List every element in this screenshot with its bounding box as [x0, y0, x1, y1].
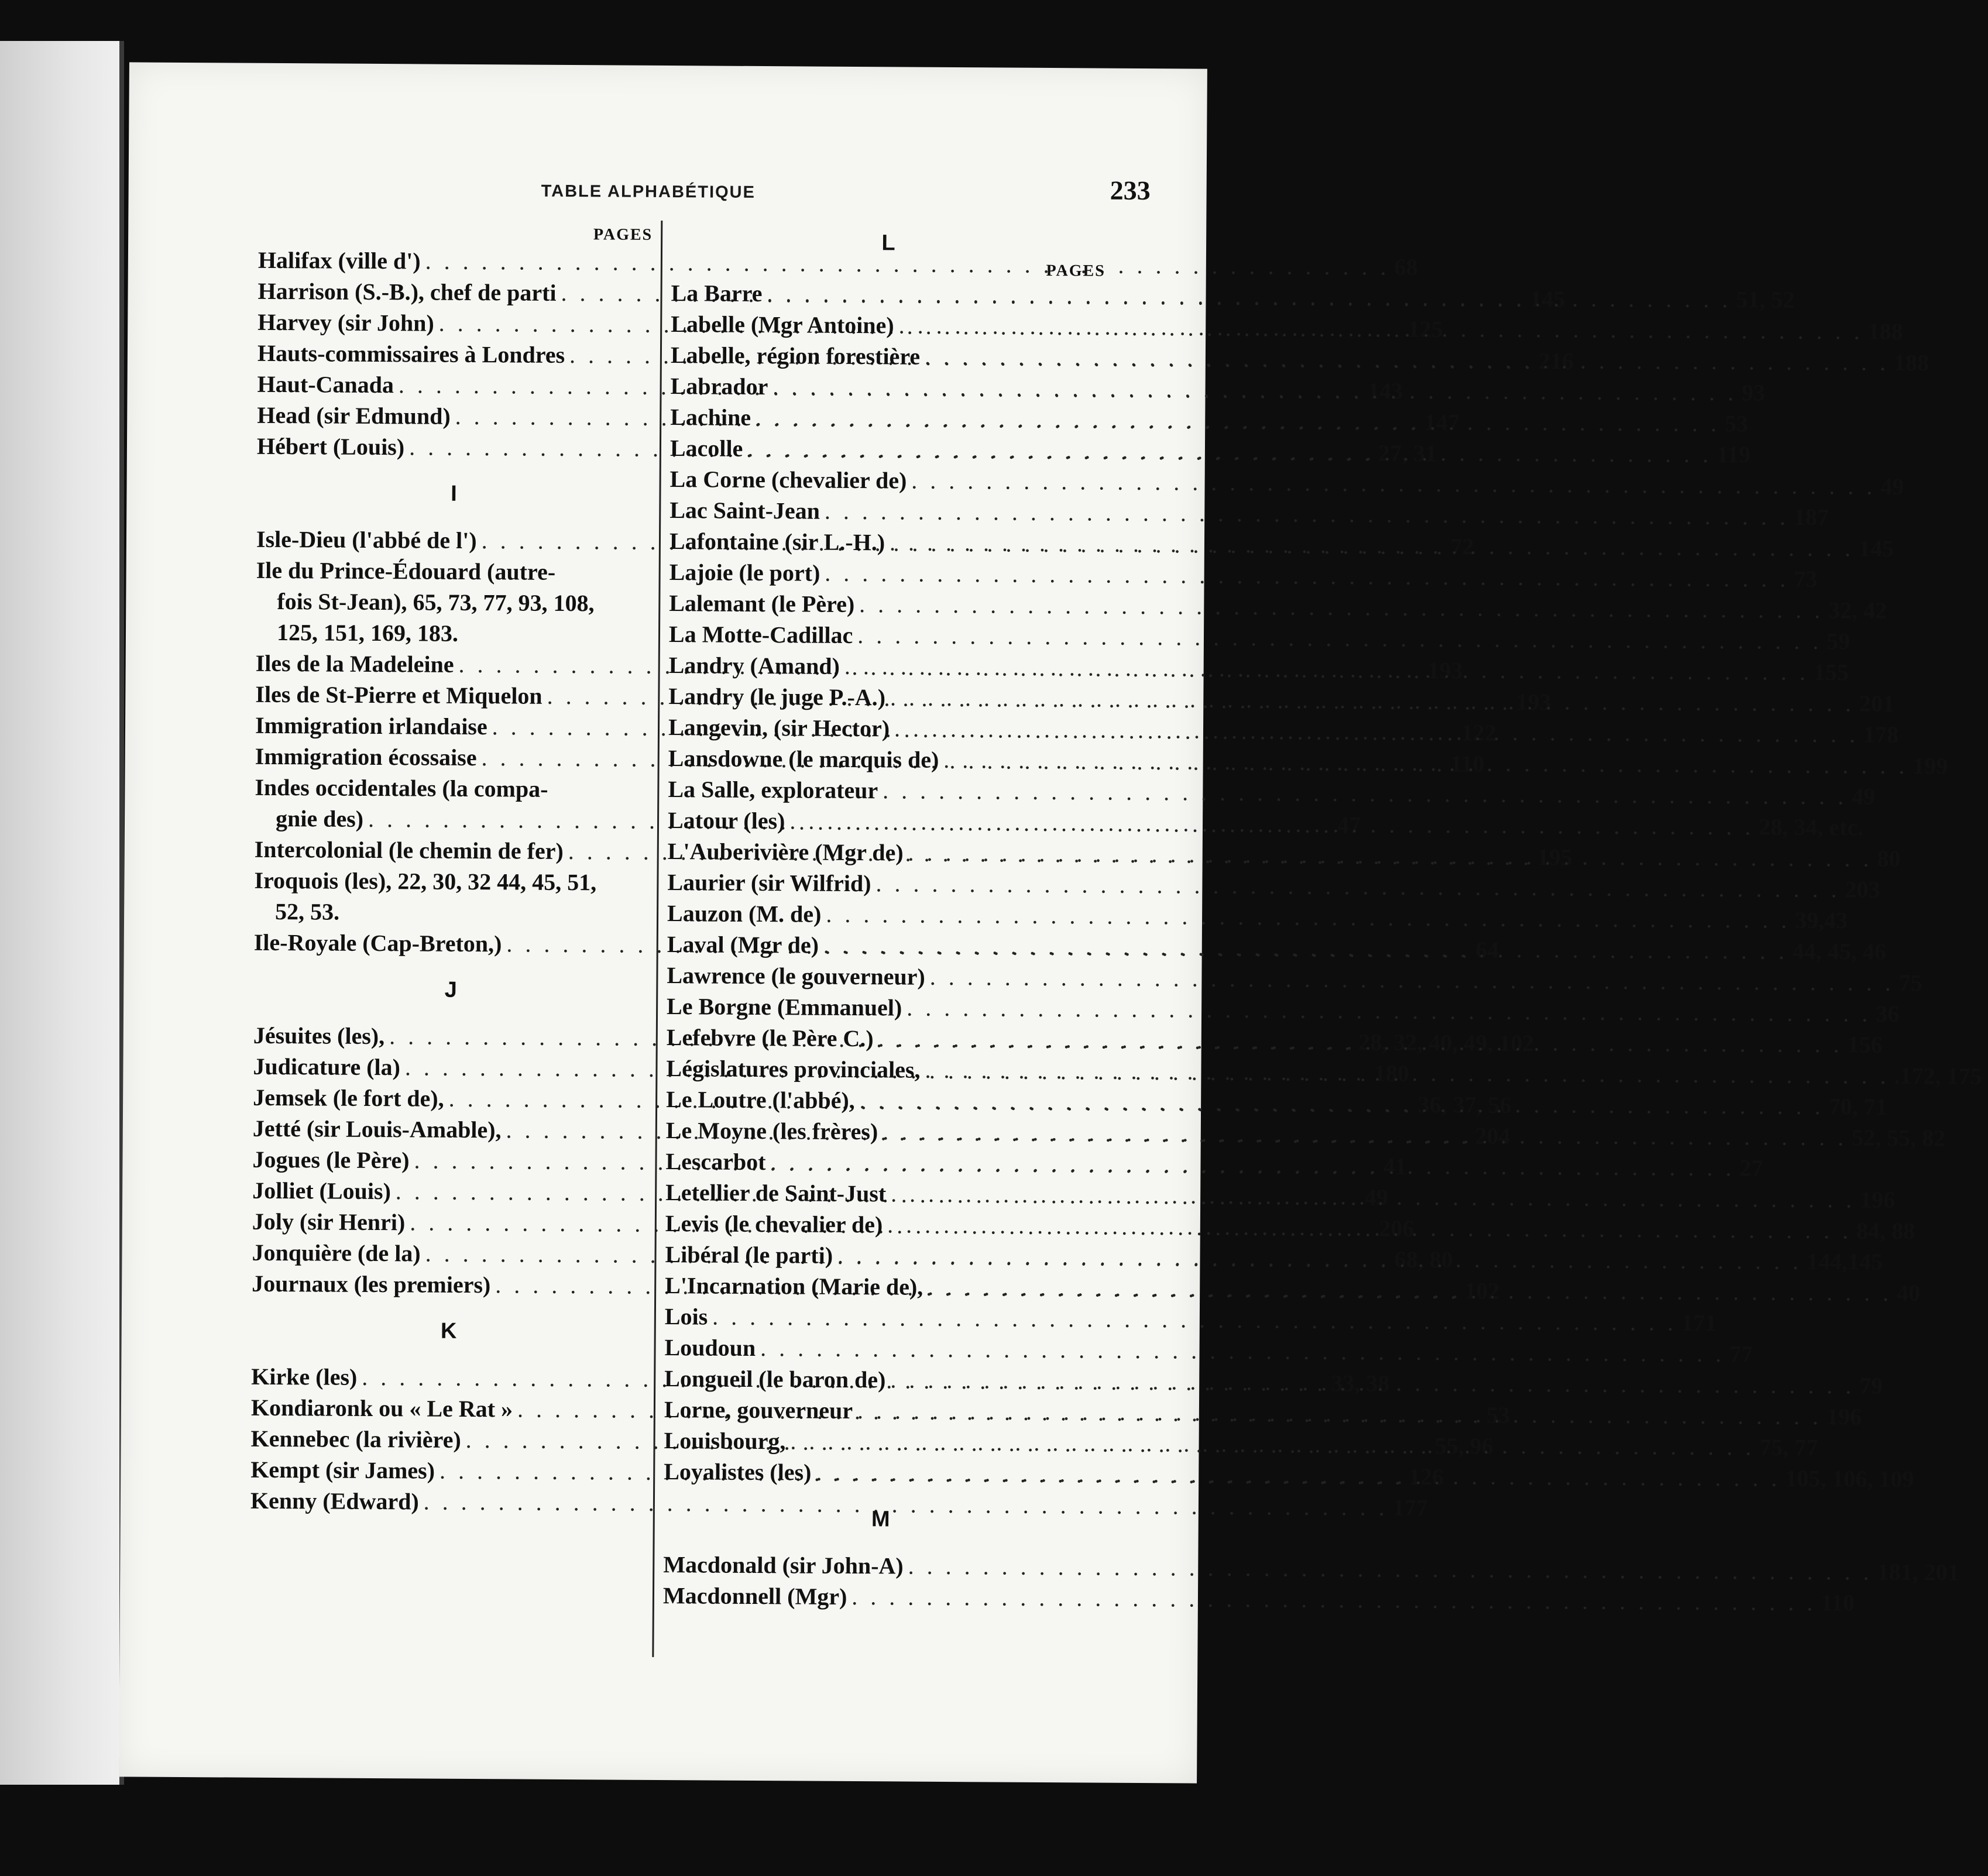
entry-pages: 193: [1427, 657, 1463, 684]
entry-pages: 49: [1364, 1184, 1388, 1211]
entry-pages: 53: [1724, 410, 1749, 437]
entry-pages: 32, 42: [1828, 597, 1887, 624]
entry-name: Lachine: [670, 404, 751, 431]
entry-name: Hébert (Louis): [256, 432, 405, 461]
entry-pages: 178: [1863, 721, 1899, 748]
entry-line: Indes occidentales (la compa-: [255, 774, 548, 802]
entry-pages: 105, 106, 109: [1785, 1465, 1914, 1493]
letter-heading-j: J: [444, 977, 457, 1002]
entry-pages: 79: [1859, 1372, 1883, 1399]
entry-name: Immigration écossaise: [255, 743, 477, 771]
entry-pages: 28, 34, etc.: [1759, 813, 1864, 841]
entry-pages: 36: [1876, 1000, 1900, 1027]
entry-pages: 180: [1374, 1060, 1410, 1087]
entry-name: Immigration irlandaise: [255, 712, 487, 740]
entry-pages: 188: [1893, 349, 1929, 376]
entry-name: La Barre: [671, 280, 763, 307]
entry-name: Landry (Amand): [668, 652, 840, 679]
entry-pages: 144,145: [1806, 1248, 1883, 1275]
entry-name: Kondiaronk ou « Le Rat »: [250, 1394, 513, 1423]
entry-pages: 70, 71: [1828, 1093, 1887, 1120]
entry-name: Longueil (le baron de): [664, 1365, 886, 1393]
letter-heading-k: K: [440, 1318, 457, 1344]
entry-pages: 52, 55, 82: [1852, 1124, 1946, 1152]
leader-dots: [851, 1581, 1816, 1618]
entry-pages: 27, 31: [1378, 439, 1437, 467]
entry-line: Ile du Prince-Édouard (autre-: [256, 556, 556, 585]
index-entry: [669, 587, 1887, 624]
entry-name: Latour (les): [667, 807, 785, 834]
entry-name: Labrador: [670, 373, 768, 400]
entry-name: Landry (le juge P.-A.): [668, 683, 886, 711]
letter-heading-m: M: [871, 1507, 890, 1532]
entry-pages: 93: [1742, 379, 1766, 406]
entry-pages: 193: [1516, 688, 1551, 716]
entry-pages: 145: [1530, 286, 1565, 312]
entry-name: Jésuites (les),: [253, 1022, 385, 1050]
entry-pages: 110: [1450, 750, 1485, 777]
entry-pages: .172, 175: [1894, 1062, 1982, 1090]
leader-dots: [816, 1457, 1780, 1494]
entry-pages: 145: [1858, 535, 1894, 562]
entry-name: Lorne, gouverneur: [664, 1396, 853, 1424]
entry-name: Macdonnell (Mgr): [662, 1582, 847, 1610]
entry-name: Loyalistes (les): [664, 1458, 812, 1486]
entry-pages: 155: [1813, 659, 1849, 686]
entry-name: La Corne (chevalier de): [669, 466, 907, 494]
index-entry: [250, 1485, 1428, 1521]
entry-pages: 196: [1826, 1403, 1862, 1430]
pages-label: PAGES: [593, 225, 653, 244]
entry-name: L'Incarnation (Marie de),: [665, 1272, 923, 1300]
entry-name: Le Moyne (les frères): [665, 1117, 878, 1145]
entry-pages: 80: [1877, 845, 1901, 872]
entry-pages: 51, 52: [1736, 286, 1795, 313]
entry-pages: 199: [1913, 753, 1948, 779]
index-block-m: [662, 1549, 1959, 1616]
entry-name: La Motte-Cadillac: [668, 621, 853, 648]
entry-name: Jogues (le Père): [252, 1146, 410, 1174]
entry-pages: 110: [1821, 1589, 1855, 1616]
entry-pages: 75, 77: [1759, 1434, 1818, 1461]
entry-name: Iles de la Madeleine: [255, 650, 454, 678]
entry-pages: 122: [1461, 719, 1496, 746]
entry-pages: 195: [1537, 844, 1572, 871]
entry-pages: 39,43: [1795, 906, 1848, 934]
entry-name: Labelle, région forestière: [670, 342, 921, 370]
entry-name: Harrison (S.-B.), chef de parti: [257, 277, 557, 306]
entry-pages: 188: [1867, 318, 1903, 345]
index-entry: [669, 463, 1904, 500]
entry-pages: 125: [1407, 315, 1443, 343]
entry-name: Ile-Royale (Cap-Breton,): [253, 929, 502, 957]
entry-name: Législatures provinciales,: [666, 1055, 921, 1083]
entry-pages: 77: [1729, 1341, 1753, 1368]
entry-name: Lefebvre (le Père C.): [666, 1024, 874, 1052]
entry-name: Le Borgne (Emmanuel): [666, 993, 902, 1021]
entry-name: Harvey (sir John): [257, 308, 434, 336]
entry-name: Lansdowne (le marquis de): [668, 745, 939, 773]
entry-name: Lawrence (le gouverneur): [667, 962, 925, 990]
entry-pages: 119: [1716, 441, 1751, 468]
entry-name: Levis (le chevalier de): [665, 1210, 883, 1238]
entry-name: Iles de St-Pierre et Miquelon: [255, 681, 543, 709]
entry-line: fois St-Jean), 65, 73, 77, 93, 108,: [277, 587, 595, 617]
entry-name: Jetté (sir Louis-Amable),: [252, 1115, 502, 1143]
book-page: [119, 62, 1982, 1783]
entry-pages: 126: [1408, 1463, 1444, 1490]
entry-name: Letellier de Saint-Just: [665, 1179, 887, 1207]
entry-pages: 196: [1860, 1186, 1896, 1213]
entry-pages: 28, 32, 40, 49, 102: [1358, 1029, 1534, 1057]
entry-name: Lacolle: [669, 435, 743, 462]
entry-name: Head (sir Edmund): [257, 401, 451, 430]
entry-name: Hauts-commissaires à Londres: [257, 339, 565, 368]
entry-name: Jonquière (de la): [252, 1239, 421, 1267]
entry-name: Isle-Dieu (l'abbé de l'): [256, 525, 477, 554]
index-entry: [667, 960, 1922, 997]
entry-name: Kempt (sir James): [250, 1456, 435, 1484]
entry-name: Lescarbot: [665, 1148, 766, 1176]
entry-pages: 33, 38: [1331, 1369, 1390, 1397]
entry-pages: 41: [1383, 1153, 1407, 1180]
entry-pages: 73: [1794, 565, 1818, 593]
entry-pages: 53: [1486, 1401, 1510, 1428]
entry-line: 52, 53.: [274, 898, 340, 925]
entry-pages: 36, 37, 56: [1417, 1091, 1512, 1118]
index-entry: [664, 1332, 1753, 1368]
page-number: 233: [1110, 175, 1151, 206]
index-entry: [667, 898, 1848, 934]
entry-pages: 206: [1379, 1215, 1414, 1242]
entry-name: Halifax (ville d'): [257, 246, 421, 274]
entry-name: Haut-Canada: [257, 370, 394, 398]
entry-name: gnie des): [275, 805, 364, 832]
letter-heading-l: L: [881, 231, 895, 256]
entry-pages: 49: [1880, 473, 1904, 500]
entry-pages: 171: [1681, 1309, 1717, 1336]
entry-name: Intercolonial (le chemin de fer): [254, 836, 564, 864]
entry-pages: 68, 80: [1394, 1246, 1453, 1273]
entry-pages: 84, 88: [1856, 1217, 1915, 1245]
entry-name: Macdonald (sir John-A): [663, 1551, 904, 1579]
entry-pages: 27: [1739, 1155, 1763, 1181]
entry-name: Langevin, (sir Hector): [668, 714, 890, 742]
entry-name: Jolliet (Louis): [252, 1177, 391, 1205]
entry-name: Judicature (la): [253, 1053, 401, 1081]
entry-name: Kennebec (la rivière): [250, 1425, 461, 1453]
entry-name: L'Auberivière (Mgr de): [667, 838, 904, 866]
entry-name: Libéral (le parti): [665, 1241, 833, 1269]
entry-name: Laval (Mgr de): [667, 931, 819, 958]
index-entry: [662, 1580, 1855, 1616]
entry-name: Jemsek (le fort de),: [253, 1084, 444, 1112]
running-title: TABLE ALPHABÉTIQUE: [541, 181, 756, 202]
entry-name: Kenny (Edward): [250, 1487, 419, 1515]
entry-name: La Salle, explorateur: [668, 776, 878, 804]
entry-name: Lauzon (M. de): [667, 900, 822, 927]
entry-name: Le Loutre (l'abbé),: [666, 1086, 855, 1114]
entry-pages: 143: [1367, 377, 1403, 404]
entry-pages: 204: [1475, 1122, 1510, 1149]
entry-line: Iroquois (les), 22, 30, 32 44, 45, 51,: [254, 867, 597, 896]
entry-pages: 49: [1852, 783, 1876, 810]
index-entry: [668, 774, 1876, 810]
index-entry: [663, 1549, 1959, 1586]
entry-pages: 44, 45, 46: [1792, 937, 1887, 965]
index-entry: [664, 1301, 1717, 1336]
entry-pages: 102: [1464, 1277, 1500, 1304]
entry-pages: 75: [1898, 969, 1922, 997]
entry-pages: 47: [1337, 812, 1361, 839]
entry-pages: 181, 201: [1877, 1558, 1959, 1586]
entry-name: Laurier (sir Wilfrid): [667, 869, 871, 897]
entry-name: Labelle (Mgr Antoine): [671, 311, 894, 339]
entry-pages: 68: [1394, 253, 1418, 280]
entry-pages: 187: [1793, 503, 1829, 531]
entry-pages: 147: [1424, 408, 1460, 436]
adjacent-page-edge: [0, 41, 124, 1785]
entry-name: Joly (sir Henri): [252, 1208, 406, 1236]
entry-pages: 64: [1475, 936, 1499, 963]
pages-label: PAGES: [1046, 261, 1105, 280]
index-entry-iroquois: [254, 865, 649, 929]
entry-line: 125, 151, 169, 183.: [276, 619, 459, 647]
entry-name: Lac Saint-Jean: [669, 497, 820, 524]
index-entry: [668, 619, 1850, 655]
entry-name: Journaux (les premiers): [252, 1270, 491, 1298]
entry-name: Louisbourg,: [664, 1427, 786, 1455]
entry-pages: 59: [1826, 628, 1850, 655]
entry-name: Kirke (les): [251, 1363, 358, 1390]
page-header: [128, 167, 1207, 226]
index-entry: [669, 494, 1829, 531]
entry-pages: 72: [1450, 533, 1474, 560]
entry-name: Lois: [664, 1303, 708, 1330]
index-entry: [666, 991, 1900, 1027]
entry-name: Lalemant (le Père): [669, 590, 855, 617]
letter-heading-i: I: [451, 481, 457, 506]
entry-pages: 216: [1538, 348, 1574, 374]
entry-name: Loudoun: [664, 1334, 756, 1361]
entry-pages: 203: [1845, 876, 1880, 903]
entry-pages: 177: [1392, 1494, 1428, 1521]
entry-pages: 156: [1847, 1031, 1883, 1058]
entry-pages: 40: [1897, 1279, 1921, 1307]
index-entry: [667, 867, 1880, 903]
entry-name: Lajoie (le port): [669, 559, 820, 586]
entry-pages: 201: [1859, 690, 1895, 717]
index-entry: [669, 556, 1818, 593]
index-entry-ile-prince-edouard: [256, 555, 651, 650]
entry-name: Lafontaine (sir L.-H.): [669, 528, 885, 556]
entry-pages: 55, 96: [1434, 1432, 1493, 1459]
